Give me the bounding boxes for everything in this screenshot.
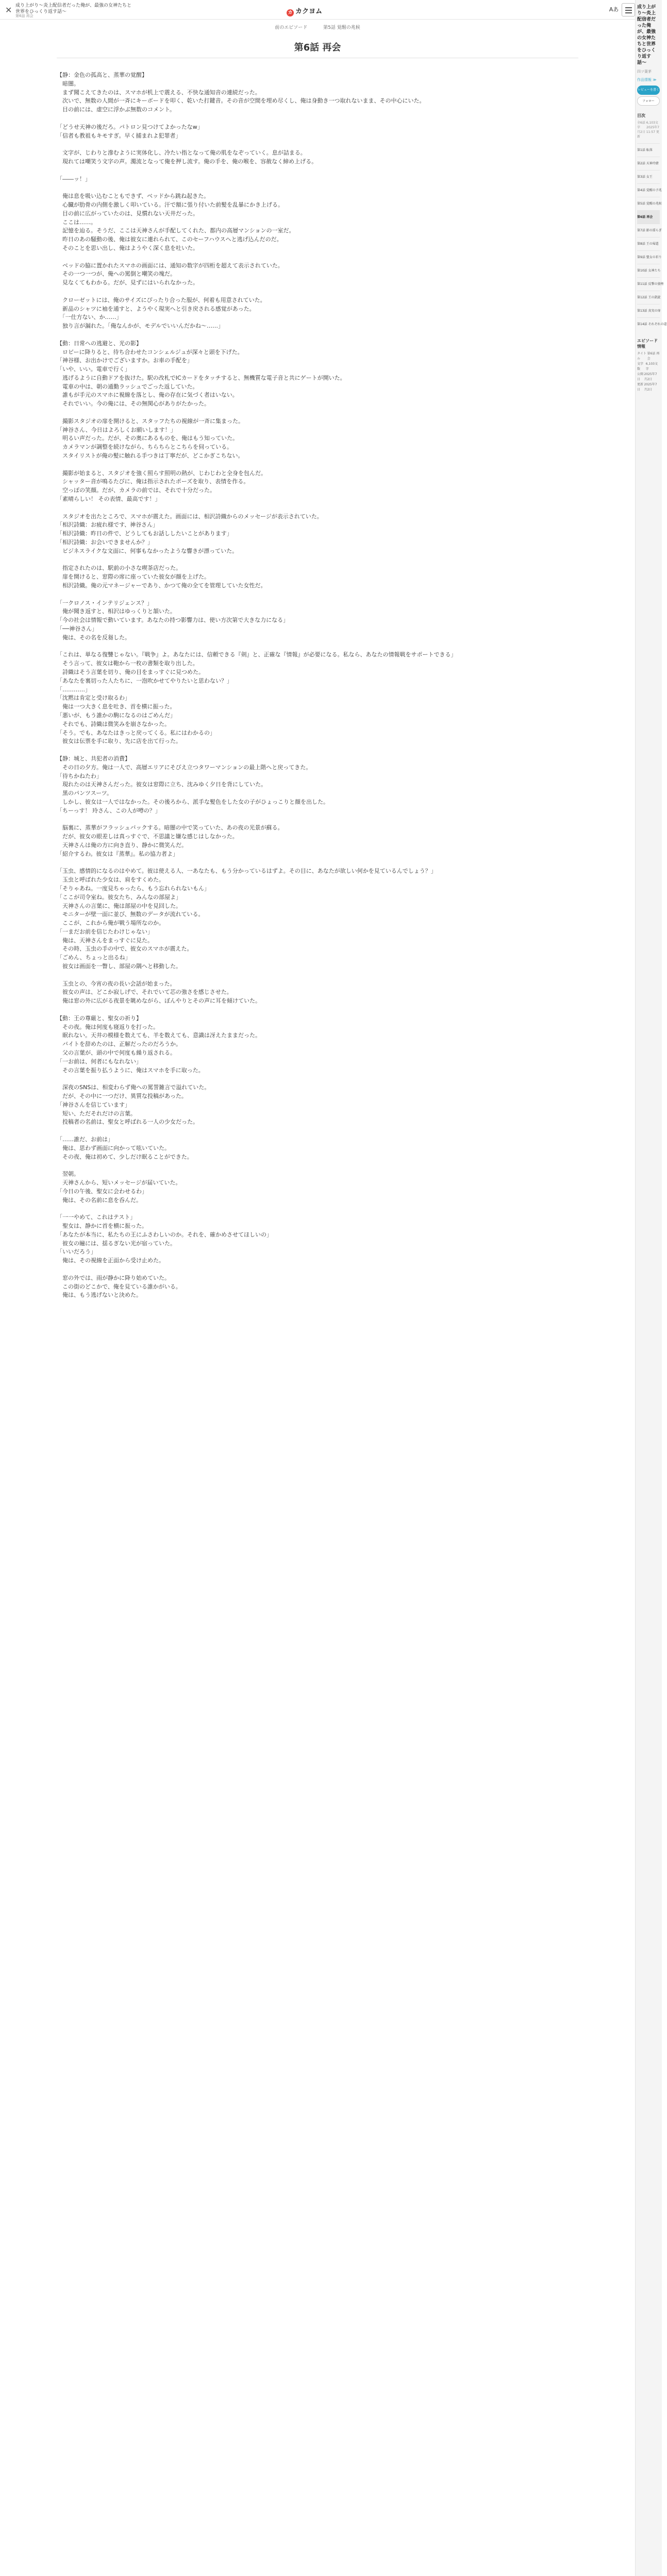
body-paragraph: ベッドの脇に置かれたスマホの画面には、通知の数字が四桁を超えて表示されていた。: [57, 262, 284, 269]
body-paragraph: 昨日のあの騒動の後、俺は彼女に連れられて、このセーフハウスへと逃げ込んだのだ。: [57, 236, 282, 243]
body-paragraph: それでも、詩織は微笑みを崩さなかった。: [57, 720, 170, 727]
body-paragraph: [57, 504, 578, 513]
toc-item[interactable]: 第9話 聖女の祈り: [637, 250, 660, 264]
body-paragraph: 「ここが司令室ね。彼女たち、みんなの部屋よ」: [57, 893, 181, 901]
body-paragraph: 独り言が漏れた。「俺なんかが、モデルでいいんだかね〜……」: [57, 323, 224, 330]
body-paragraph: 「神谷様、お出かけでございますか。お車の手配を」: [57, 357, 193, 364]
episode-body: [57, 71, 578, 2576]
body-paragraph: 俺は、もう逃げないと決めた。: [57, 1292, 142, 1299]
body-paragraph: しかし、彼女は一人ではなかった。その後ろから、派手な髪色をした女の子がひょっこりと顔を出した。: [57, 798, 329, 805]
body-paragraph: 新品のシャツに袖を通すと、ようやく現実へと引き戻される感覚があった。: [57, 305, 255, 312]
toc-item[interactable]: 第14話 それぞれの道: [637, 317, 660, 331]
body-paragraph: 「一まだお前を信じたわけじゃない」: [57, 928, 153, 935]
toc-item[interactable]: 第3話 女王: [637, 170, 660, 183]
write-review-button[interactable]: レビューを書く: [637, 86, 660, 95]
episode-info-heading: エピソード情報: [637, 338, 658, 349]
body-paragraph: 彼女の瞳には、揺るぎない光が宿っていた。: [57, 1240, 176, 1247]
body-paragraph: 俺は、天神さんをまっすぐに見た。: [57, 937, 153, 944]
episode-info-row: [637, 362, 660, 372]
work-info-link[interactable]: 作品情報 ≫: [637, 78, 657, 82]
body-paragraph: 「今日の午後、聖女に会わせるわ」: [57, 1188, 147, 1195]
body-paragraph: 【静：金色の孤高と、蒸華の覚醒】: [57, 72, 147, 78]
toc-meta: 全6話 6,103文字 2025年7月2日 11:57 更新: [637, 121, 660, 139]
body-paragraph: 目の前に広がっていたのは、見慣れない天井だった。: [57, 210, 198, 217]
body-paragraph: 記憶を辿る。そうだ、ここは天神さんが手配してくれた、都内の高層マンションの一室だ。: [57, 227, 295, 234]
episode-subtitle: 第6話 再会: [15, 14, 34, 18]
toc-list: [637, 143, 667, 331]
body-paragraph: 「そりゃあね。一度見ちゃったら、もう忘れられないもん」: [57, 885, 210, 892]
body-paragraph: モニターが壁一面に並び、無数のデータが流れている。: [57, 911, 204, 918]
body-paragraph: この街のどこかで、俺を見ている誰かがいる。: [57, 1283, 181, 1290]
toc-item[interactable]: 第13話 真実の扉: [637, 304, 660, 317]
body-paragraph: 見なくてもわかる。だが、見ずにはいられなかった。: [57, 279, 198, 286]
body-paragraph: 「ちーっす！ 玲さん、この人が噂の？」: [57, 807, 161, 814]
body-paragraph: 「神谷さん、今日はよろしくお願いします！」: [57, 426, 176, 433]
body-paragraph: 深夜のSNSは、相変わらず俺への罵詈雑言で溢れていた。: [57, 1084, 210, 1091]
body-paragraph: [57, 461, 578, 469]
body-paragraph: 彼女の声は、どこか寂しげで、それでいて芯の強さを感じさせた。: [57, 989, 232, 996]
body-paragraph: その夜、俺は初めて、少しだけ眠ることができた。: [57, 1153, 193, 1160]
body-paragraph: [57, 1205, 578, 1213]
body-paragraph: 「紹介するわ。彼女は『蒸華』。私の協力者よ」: [57, 850, 179, 857]
body-paragraph: 「これは、単なる復讐じゃない。『戦争』よ。あなたには、信頼できる『剣』と、正確な『情報』が必要になる。私なら、あなたの情報戦をサポートできる」: [57, 651, 457, 658]
body-paragraph: [57, 642, 578, 651]
body-paragraph: 「今の社会は情報で動いています。あなたの持つ影響力は、使い方次第で大きな力になる」: [57, 617, 289, 624]
body-paragraph: 「──神谷さん」: [57, 625, 98, 632]
body-paragraph: 天神さんの言葉に、俺は部屋の中を見回した。: [57, 902, 181, 909]
body-paragraph: 相沢詩織。俺の元マネージャーであり、かつて俺の全てを管理していた女性だ。: [57, 582, 266, 589]
body-paragraph: 【動：王の尊厳と、聖女の祈り】: [57, 1014, 142, 1022]
info-value: 6,103文字: [645, 362, 658, 371]
body-paragraph: 「ごめん、ちょっと出るね」: [57, 954, 131, 961]
body-paragraph: 「どうせ天神の後だろ。パトロン見つけてよかったなw」: [57, 123, 203, 130]
body-paragraph: 「玉虫、感情的になるのはやめて。彼は使える人、一あなたも、もう分かっているはずよ。その目に、あなたが欲しい何かを見ているんでしょう？」: [57, 868, 437, 875]
body-paragraph: [57, 114, 578, 123]
body-paragraph: 「いいだろう」: [57, 1248, 96, 1256]
body-paragraph: [57, 287, 578, 296]
body-paragraph: 「相沢詩織：お会いできませんか？」: [57, 539, 153, 546]
close-icon[interactable]: ✕: [5, 5, 12, 15]
toc-item[interactable]: 第5話 覚醒の兆候: [637, 197, 660, 210]
body-paragraph: 玉虫と呼ばれた少女は、肩をすくめた。: [57, 876, 164, 884]
sidebar-work-title[interactable]: 成り上がり〜炎上配信者だった俺が、最強の女神たちと世界をひっくり返す話〜: [637, 5, 656, 65]
prev-episode-link[interactable]: 前のエピソード: [275, 25, 308, 30]
body-paragraph: 俺が聞き返すと、相沢はゆっくりと頷いた。: [57, 608, 176, 615]
follow-button[interactable]: フォロー: [637, 96, 660, 106]
body-paragraph: 「神谷さんを信じています」: [57, 1101, 130, 1108]
body-paragraph: 俺は息を吸い込むこともできず、ベッドから跳ね起きた。: [57, 193, 210, 200]
toc-item[interactable]: 第6話 再会: [637, 210, 660, 224]
body-paragraph: [57, 1161, 578, 1170]
body-paragraph: 玉虫との、今宵の夜の長い会話が始まった。: [57, 980, 176, 987]
body-paragraph: 「あなたが本当に、私たちの王にふさわしいのか。それを、確かめさせてほしいの」: [57, 1231, 272, 1238]
body-paragraph: 俺は一つ大きく息を吐き、首を横に振った。: [57, 703, 176, 710]
body-paragraph: 「……誰だ、お前は」: [57, 1136, 113, 1143]
top-bar: [0, 0, 662, 20]
episode-nav: [0, 24, 635, 30]
body-paragraph: その言葉を振り払うように、俺はスマホを手に取った。: [57, 1066, 204, 1074]
body-paragraph: 天神さんから、短いメッセージが届いていた。: [57, 1179, 181, 1186]
body-paragraph: [57, 1075, 578, 1083]
body-paragraph: 「いや、いい。電車で行く」: [57, 366, 130, 373]
sidebar-content: [637, 4, 667, 393]
body-paragraph: 彼女は画面を一瞥し、部屋の隅へと移動した。: [57, 963, 181, 970]
body-paragraph: [57, 253, 578, 262]
reader-pane: [0, 20, 635, 2576]
body-paragraph: [57, 331, 578, 340]
info-value: 2025年7月2日: [644, 372, 657, 381]
body-paragraph: [57, 590, 578, 599]
info-value: 第6話 再会: [647, 352, 660, 361]
body-paragraph: 「――ッ！」: [57, 175, 91, 182]
body-paragraph: スタイリストが俺の髪に触れる手つきは丁寧だが、どこかぎこちない。: [57, 452, 244, 460]
body-paragraph: 「信者も教祖もキモすぎ。早く捕まれよ犯罪者」: [57, 132, 181, 139]
body-paragraph: だが、その中に一つだけ、異質な投稿があった。: [57, 1093, 187, 1100]
episode-info-row: [637, 382, 660, 393]
body-paragraph: 誰もが手元のスマホに視線を落とし、俺の存在に気づく者はいない。: [57, 392, 238, 399]
body-paragraph: 電車の中は、朝の通勤ラッシュでごった返していた。: [57, 383, 198, 390]
body-paragraph: 空っぽの笑顔。だが、カメラの前では、それで十分だった。: [57, 487, 215, 494]
body-paragraph: スタジオを出たところで、スマホが震えた。画面には、相沢詩織からのメッセージが表示されていた。: [57, 513, 323, 520]
body-paragraph: 「…………」: [57, 686, 91, 693]
body-paragraph: 明るい声だった。だが、その奥にあるものを、俺はもう知っていた。: [57, 435, 238, 442]
info-value: 2025年7月2日: [644, 383, 657, 392]
body-paragraph: 「あなたを裏切った人たちに、一泡吹かせてやりたいと思わない？」: [57, 677, 232, 684]
body-paragraph: [57, 183, 578, 192]
body-paragraph: 投稿者の名前は、聖女と呼ばれる一人の少女だった。: [57, 1118, 198, 1126]
body-paragraph: 「一仕方ない、か……」: [57, 314, 122, 321]
body-paragraph: [57, 409, 578, 417]
episode-info-row: [637, 351, 660, 362]
episode-info-row: [637, 372, 660, 382]
body-paragraph: [57, 166, 578, 175]
body-paragraph: その日の夕方。俺は一人で、高層エリアにそびえ立つタワーマンションの最上階へと戻ってきた。: [57, 764, 312, 771]
body-paragraph: 俺は、その視線を正面から受け止めた。: [57, 1257, 164, 1264]
body-paragraph: ここが、これから俺が戦う場所なのか。: [57, 920, 164, 927]
body-paragraph: 聖女は、静かに首を横に振った。: [57, 1222, 147, 1229]
menu-icon[interactable]: [622, 3, 635, 16]
work-title[interactable]: 成り上がり〜炎上配信者だった俺が、最強の女神たちと世界をひっくり返す話〜: [15, 3, 132, 14]
body-paragraph: 「待ちかねたわ」: [57, 772, 102, 779]
body-paragraph: 指定されたのは、駅前の小さな喫茶店だった。: [57, 565, 181, 572]
toc-item[interactable]: 第11話 反撃の狼煙: [637, 277, 660, 291]
body-paragraph: ここは……。: [57, 218, 96, 226]
body-paragraph: [57, 1265, 578, 1274]
body-paragraph: 文字が、じわりと滲むように実体化し、冷たい指となって俺の肌をなぞっていく。息が詰まる。: [57, 149, 306, 157]
body-paragraph: [57, 859, 578, 868]
body-paragraph: 「相沢詩織：お疲れ様です、神谷さん」: [57, 521, 159, 529]
episode-title: 第6話 再会: [294, 42, 341, 53]
body-paragraph: 次いで、無数の人間が一斉にキーボードを叩く、乾いた打鍵音。その音が空間を埋め尽くし、俺は身動き一つ取れないまま、その中心にいた。: [57, 97, 425, 105]
body-paragraph: 黒のパンツスーツ。: [57, 790, 113, 797]
body-paragraph: 俺は、その名を反芻した。: [57, 634, 130, 641]
body-paragraph: そのことを思い出し、俺はようやく深く息を吐いた。: [57, 244, 198, 251]
body-paragraph: [57, 556, 578, 565]
body-paragraph: 目の前には、虚空に浮かぶ無数のコメント。: [57, 106, 176, 113]
body-paragraph: 【動：日常への逃避と、光の影】: [57, 340, 142, 347]
info-label: タイトル: [637, 352, 646, 361]
body-paragraph: 暗闇。: [57, 80, 79, 87]
info-label: 更新日: [637, 383, 644, 392]
body-paragraph: 撮影スタジオの扉を開けると、スタッフたちの視線が一斉に集まった。: [57, 417, 244, 425]
body-paragraph: [57, 1006, 578, 1014]
body-paragraph: バイトを辞めたのは、正解だったのだろうか。: [57, 1041, 181, 1048]
body-paragraph: 心臓が肋骨の内側を激しく叩いている。汗で額に張り付いた前髪を乱暴にかき上げる。: [57, 201, 284, 208]
body-paragraph: 「一クロノス・インテリジェンス？」: [57, 599, 153, 606]
body-paragraph: 「相沢詩織：昨日の件で、どうしてもお話ししたいことがあります」: [57, 530, 232, 537]
body-paragraph: 「一お前は、何者にもなれない」: [57, 1058, 142, 1065]
body-paragraph: 「素晴らしい！ その表情、最高です！」: [57, 496, 161, 503]
body-paragraph: 脳裏に、蒸華がフラッシュバックする。暗闇の中で笑っていた、あの夜の光景が蘇る。: [57, 824, 284, 832]
body-paragraph: 撮影が始まると、スタジオを強く照らす照明の熱が、じわじわと全身を包んだ。: [57, 469, 266, 477]
body-paragraph: [57, 816, 578, 824]
toc-heading: 目次: [637, 113, 645, 118]
body-paragraph: シャッター音が鳴るたびに、俺は指示されたポーズを取り、表情を作る。: [57, 478, 249, 485]
body-paragraph: 「悪いが、もう誰かの駒になるのはごめんだ」: [57, 711, 176, 719]
body-paragraph: 短い、ただそれだけの言葉。: [57, 1110, 136, 1117]
body-paragraph: その一つ一つが、俺への罵倒と嘲笑の塊だ。: [57, 270, 176, 278]
body-paragraph: 父の言葉が、頭の中で何度も繰り返される。: [57, 1049, 176, 1057]
site-logo[interactable]: [287, 6, 322, 16]
body-paragraph: 【静：城と、共犯者の消費】: [57, 755, 130, 762]
toc-item[interactable]: 第8話 王の帰還: [637, 237, 660, 250]
body-paragraph: 翌朝。: [57, 1171, 79, 1178]
sidebar-author[interactable]: 四ツ葉茅: [637, 70, 652, 74]
body-paragraph: 俺は窓の外に広がる夜景を眺めながら、ぼんやりとその声に耳を傾けていた。: [57, 997, 261, 1005]
body-paragraph: 現れては嘲笑う文字の声。濁流となって俺を押し流す。俺の手を、俺の喉を、容赦なく締め上げる。: [57, 158, 318, 165]
body-paragraph: クローゼットには、俺のサイズにぴったり合った服が、何着も用意されていた。: [57, 296, 266, 303]
body-paragraph: 詩織はそう言葉を切り、俺の目をまっすぐに見つめた。: [57, 668, 204, 675]
body-paragraph: 扉を開けると、窓際の席に座っていた彼女が顔を上げた。: [57, 573, 210, 581]
body-paragraph: 眠れない。天井の模様を数えても、羊を数えても、意識は冴えたままだった。: [57, 1032, 261, 1039]
logo-text: カクヨム: [295, 8, 323, 15]
toc-item[interactable]: 第12話 王の凱旋: [637, 291, 660, 304]
body-paragraph: だが、彼女の眼差しは真っすぐで、不思議と嫌な感じはしなかった。: [57, 833, 238, 840]
body-paragraph: 「一一やめて、これはテスト」: [57, 1214, 136, 1221]
body-paragraph: 「そう。でも、あなたはきっと戻ってくる。私にはわかるの」: [57, 729, 215, 736]
body-paragraph: 逃げるように自動ドアを抜けた。駅の改札でICカードをタッチすると、無機質な電子音と共にゲートが開いた。: [57, 374, 346, 381]
body-paragraph: [57, 971, 578, 980]
body-paragraph: カメラマンが調整を続けながら、ちらちらとこちらを伺っている。: [57, 444, 232, 451]
body-paragraph: 彼女は伝票を手に取り、先に店を出て行った。: [57, 738, 181, 745]
toc-item[interactable]: 第10話 女神たち: [637, 264, 660, 277]
episode-info: [637, 351, 660, 393]
body-paragraph: 天神さんは俺の方に向き直り、静かに微笑んだ。: [57, 841, 187, 849]
logo-icon: カ: [287, 9, 294, 16]
toc-item[interactable]: 第1話 転落: [637, 143, 660, 157]
current-episode-link[interactable]: 第5話 覚醒の兆候: [323, 25, 360, 30]
body-paragraph: それでいい。今の俺には、その無関心がありがたかった。: [57, 400, 210, 408]
body-paragraph: 俺は、思わず画面に向かって呟いていた。: [57, 1144, 170, 1151]
body-paragraph: 現れたのは天神さんだった。彼女は窓際に立ち、沈みゆく夕日を背にしていた。: [57, 781, 266, 788]
body-paragraph: 俺は、その名前に息を呑んだ。: [57, 1196, 142, 1204]
body-paragraph: その夜。俺は何度も寝返りを打った。: [57, 1023, 159, 1030]
toc-item[interactable]: 第7話 影の揺らぎ: [637, 224, 660, 237]
body-paragraph: そう言って、彼女は鞄から一枚の書類を取り出した。: [57, 660, 198, 667]
font-settings-button[interactable]: Aあ: [609, 6, 619, 13]
body-paragraph: まず聞こえてきたのは、スマホが机上で震える、不快な通知音の連続だった。: [57, 89, 261, 96]
body-paragraph: [57, 140, 578, 149]
body-paragraph: ビジネスライクな文面に、何事もなかったような響きが漂っていた。: [57, 547, 238, 554]
toc-item[interactable]: 第4話 覚醒の予兆: [637, 183, 660, 197]
body-paragraph: 「沈黙は肯定と受け取るわ」: [57, 694, 130, 702]
body-paragraph: [57, 1127, 578, 1136]
body-paragraph: [57, 746, 578, 755]
body-paragraph: その時、玉虫の手の中で、彼女のスマホが震えた。: [57, 945, 193, 953]
info-label: 公開日: [637, 372, 644, 381]
toc-item[interactable]: 第2話 天神玲緒: [637, 157, 660, 170]
info-label: 文字数: [637, 362, 644, 371]
body-paragraph: ロビーに降りると、待ち合わせたコンシェルジュが深々と頭を下げた。: [57, 348, 243, 355]
body-paragraph: 窓の外では、雨が静かに降り始めていた。: [57, 1274, 170, 1281]
